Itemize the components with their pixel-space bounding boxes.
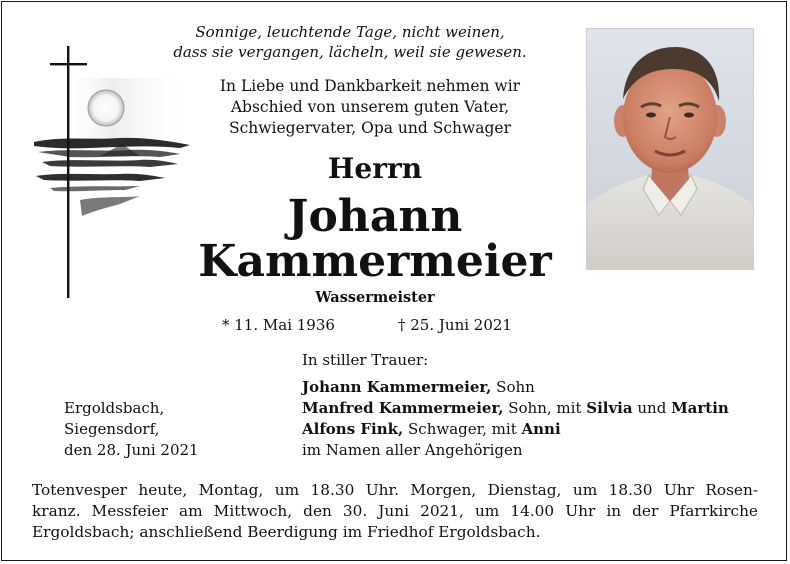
place-line: Siegensdorf, [64, 420, 160, 438]
portrait-photo [586, 28, 754, 270]
salutation: Herrn [327, 152, 423, 185]
intro-line: Abschied von unserem guten Vater, [230, 98, 510, 116]
funeral-line: kranz. Messfeier am Mittwoch, den 30. Juni 2021, um 14.00 Uhr in der Pfarrkirche [32, 502, 758, 520]
mourner-line [302, 377, 535, 398]
occupation: Wassermeister [315, 289, 435, 306]
poem-line: dass sie vergangen, lächeln, weil sie gewesen. [173, 43, 527, 61]
intro-line: Schwiegervater, Opa und Schwager [228, 119, 512, 137]
place-line: Ergoldsbach, [64, 399, 165, 417]
mourner-line [302, 419, 561, 440]
mourner-partner: Martin [671, 399, 729, 417]
sun-shape [88, 90, 124, 126]
mourner-partner: Anni [521, 420, 561, 438]
mourner-relation: Sohn [491, 378, 535, 396]
notice-date: den 28. Juni 2021 [64, 441, 199, 459]
last-name: Kammermeier [198, 236, 552, 287]
funeral-details [32, 480, 758, 543]
birth-date: * 11. Mai 1936 [222, 316, 335, 334]
mourning-heading: In stiller Trauer: [302, 351, 429, 369]
mourner-name: Johann Kammermeier, [302, 378, 492, 396]
cross-horizontal [50, 63, 87, 65]
poem-line: Sonnige, leuchtende Tage, nicht weinen, [195, 23, 505, 41]
mourner-line: im Namen aller Angehörigen [302, 441, 523, 459]
first-name: Johann [287, 191, 463, 242]
mourner-name: Alfons Fink, [302, 420, 404, 438]
mourner-line [302, 398, 729, 419]
mourner-connector: und [632, 399, 672, 417]
intro-line: In Liebe und Dankbarkeit nehmen wir [219, 77, 521, 95]
mourner-name: Manfred Kammermeier, [302, 399, 504, 417]
mourner-relation: Schwager, mit [403, 420, 522, 438]
mourner-relation: Sohn, mit [503, 399, 587, 417]
cross-vertical [67, 46, 69, 298]
death-date: † 25. Juni 2021 [398, 316, 512, 334]
funeral-line: Totenvesper heute, Montag, um 18.30 Uhr. Morgen, Dienstag, um 18.30 Uhr Rosen- [32, 481, 758, 499]
mourner-partner: Silvia [586, 399, 633, 417]
poem [150, 22, 550, 62]
funeral-line: Ergoldsbach; anschließend Beerdigung im Friedhof Ergoldsbach. [32, 523, 541, 541]
intro-text [200, 76, 540, 139]
